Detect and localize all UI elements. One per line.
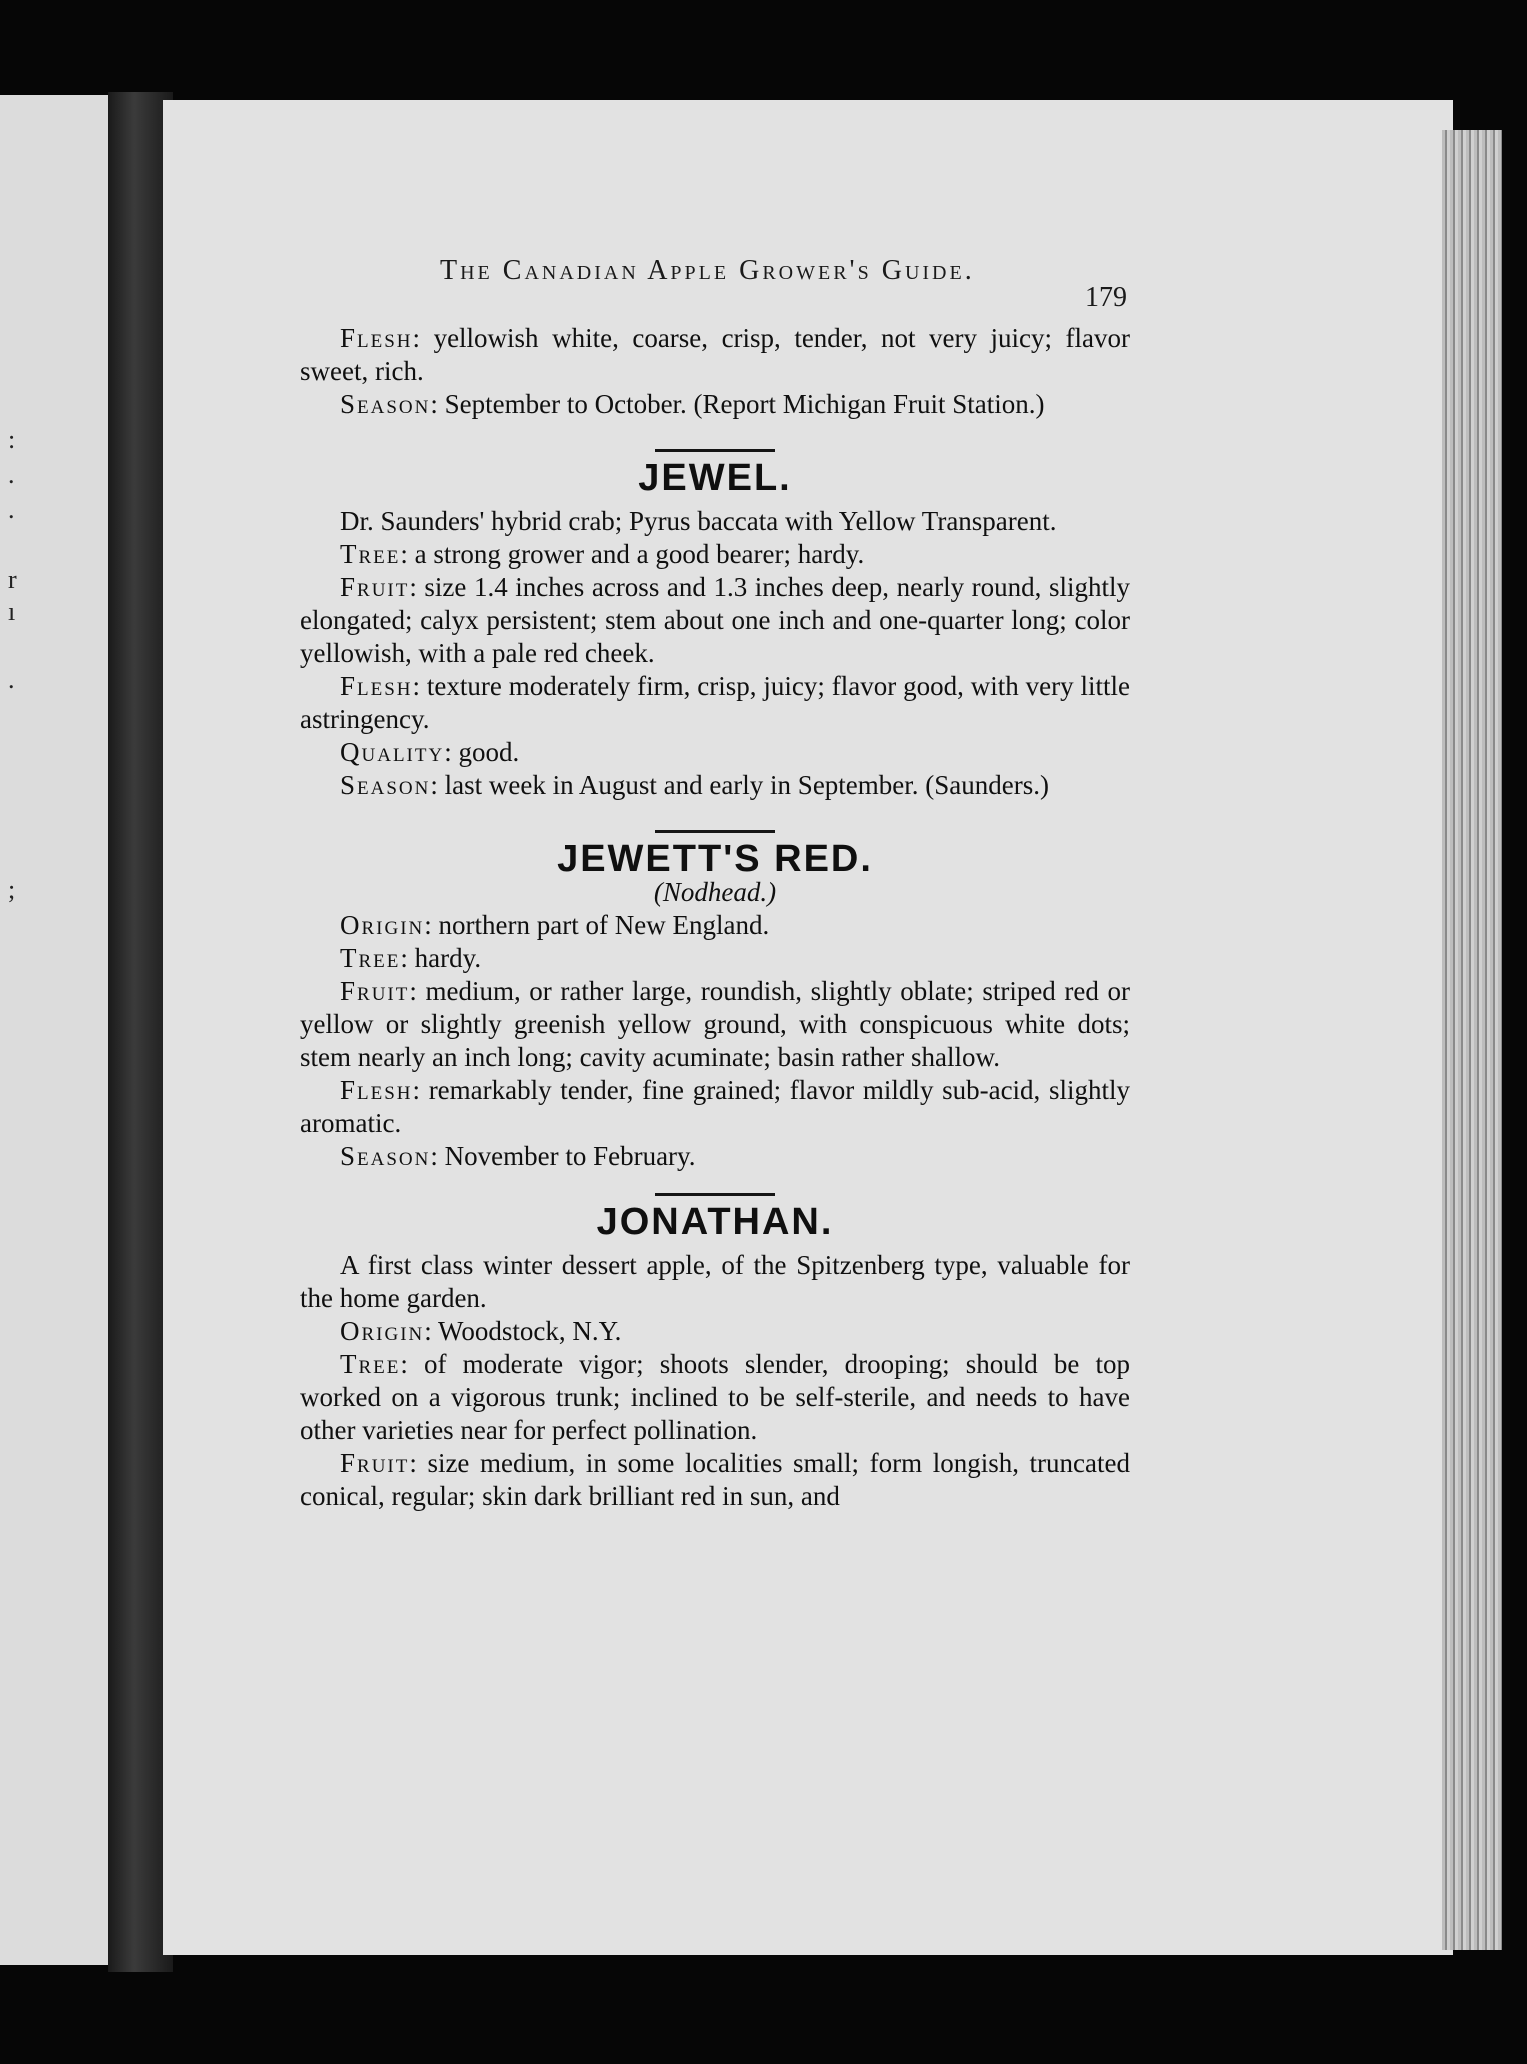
jewetts-fruit: Fruit: medium, or rather large, roundish, slightly oblate; striped red or yellow or slightly greenish yellow ground, with conspicuous white dots; stem nearly an inch long; cavity acuminate; basin rather shallow. — [300, 976, 1130, 1072]
entry-flesh: Flesh: yellowish white, coarse, crisp, tender, not very juicy; flavor sweet, rich. — [300, 323, 1130, 386]
jewel-tree: Tree: a strong grower and a good bearer; hardy. — [340, 539, 865, 569]
jonathan-tree: Tree: of moderate vigor; shoots slender, drooping; should be top worked on a vigorous trunk; inclined to be self-sterile, and needs to have other varieties near for perfect pollination. — [300, 1349, 1130, 1445]
running-head: The Canadian Apple Grower's Guide. — [440, 255, 975, 286]
page-text — [300, 322, 1130, 1513]
jonathan-origin: Origin: Woodstock, N.Y. — [340, 1316, 622, 1346]
heading-jonathan: JONATHAN. — [596, 1201, 834, 1243]
jewel-season: Season: last week in August and early in September. (Saunders.) — [340, 770, 1049, 800]
margin-mark: . — [8, 460, 15, 489]
margin-mark: . — [8, 495, 15, 524]
jewel-fruit: Fruit: size 1.4 inches across and 1.3 inches deep, nearly round, slightly elongated; calyx persistent; stem about one inch and one-quarter long; color yellowish, with a pale red cheek. — [300, 572, 1130, 668]
entry-season: Season: September to October. (Report Michigan Fruit Station.) — [340, 389, 1045, 419]
jewetts-tree: Tree: hardy. — [340, 943, 482, 973]
heading-jewel: JEWEL. — [638, 457, 792, 499]
page-edge — [1442, 130, 1502, 1950]
jewel-intro: Dr. Saunders' hybrid crab; Pyrus baccata with Yellow Transparent. — [340, 506, 1057, 536]
margin-mark: . — [8, 665, 15, 694]
subtitle-nodhead: (Nodhead.) — [653, 877, 777, 907]
margin-mark: ; — [8, 875, 16, 904]
jewel-quality: Quality: good. — [340, 737, 520, 767]
jewetts-season: Season: November to February. — [340, 1141, 696, 1171]
jewel-flesh: Flesh: texture moderately firm, crisp, juicy; flavor good, with very little astringency. — [300, 671, 1130, 734]
page-number: 179 — [1085, 282, 1127, 313]
margin-mark: r — [8, 565, 17, 594]
jewetts-flesh: Flesh: remarkably tender, fine grained; flavor mildly sub-acid, slightly aromatic. — [300, 1075, 1130, 1138]
margin-mark: ı — [8, 597, 16, 626]
heading-jewetts-red: JEWETT'S RED. — [557, 838, 873, 880]
jewetts-origin: Origin: northern part of New England. — [340, 910, 770, 940]
jonathan-fruit: Fruit: size medium, in some localities small; form longish, truncated conical, regular; skin dark brilliant red in sun, and — [300, 1448, 1130, 1511]
margin-mark: : — [8, 425, 16, 454]
jonathan-intro: A first class winter dessert apple, of the Spitzenberg type, valuable for the home garden. — [300, 1250, 1130, 1313]
